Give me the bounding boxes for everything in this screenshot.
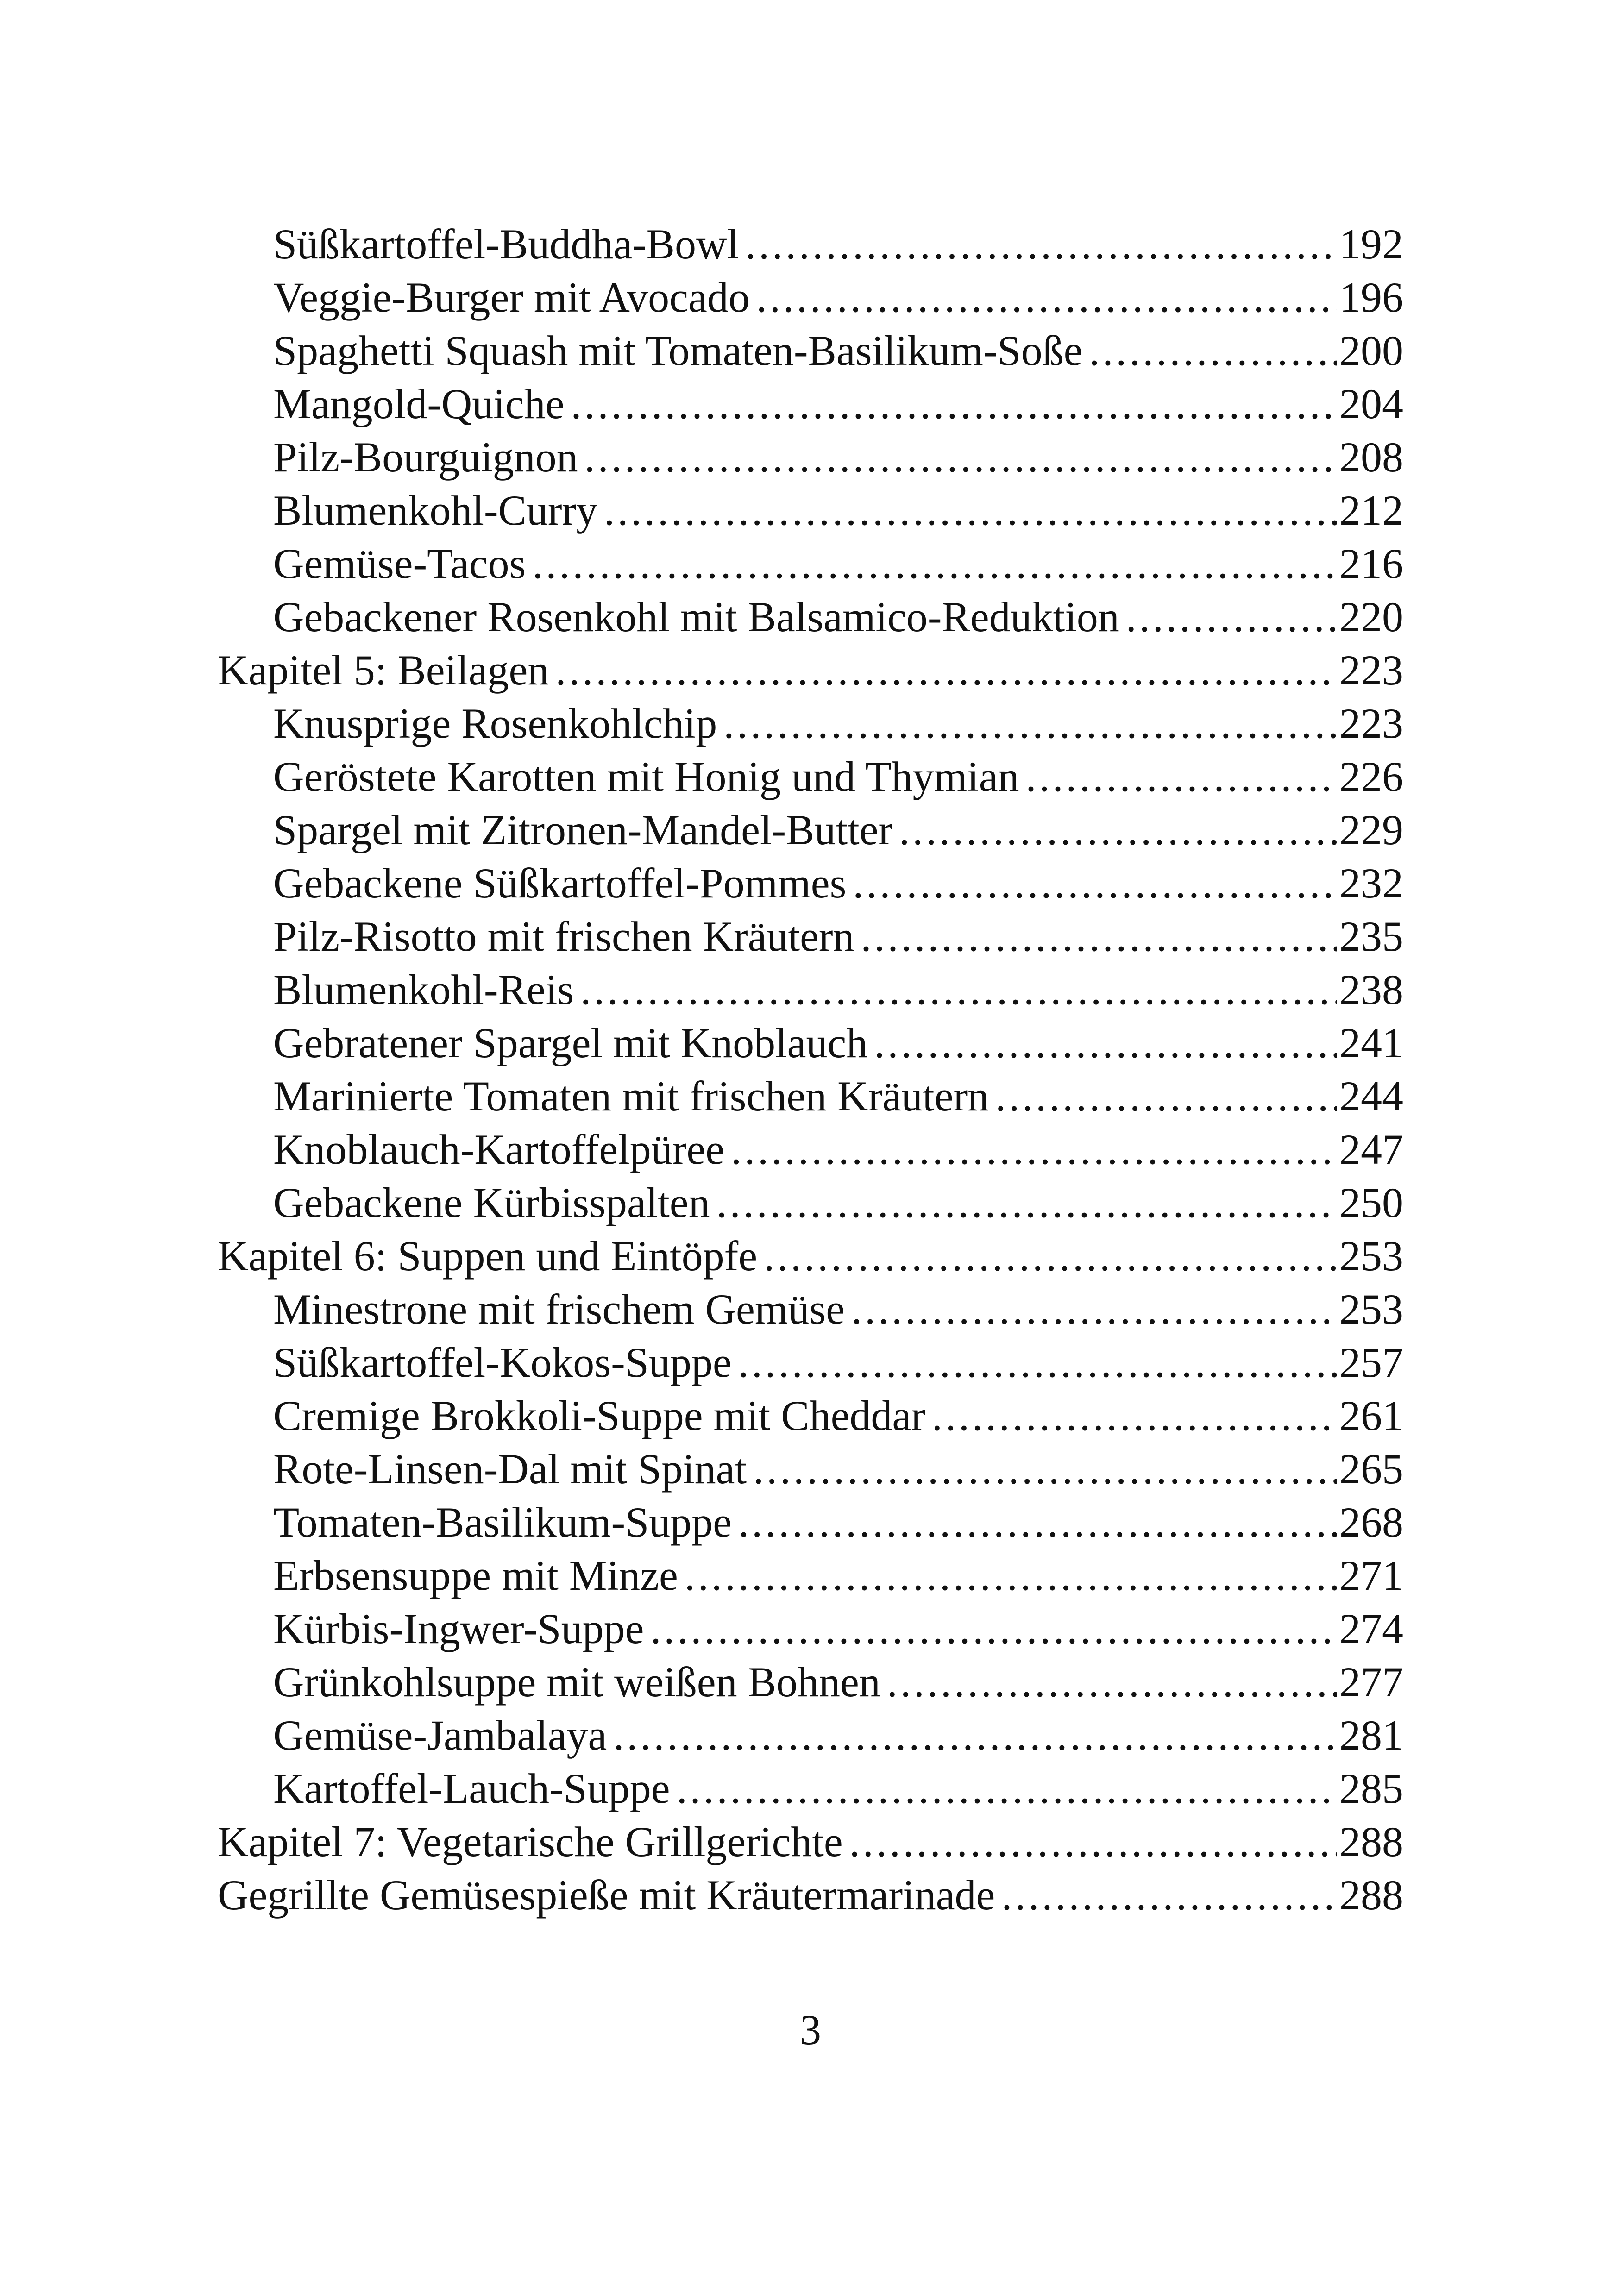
toc-entry[interactable] <box>218 1016 1403 1070</box>
toc-entry[interactable] <box>218 1602 1403 1656</box>
toc-entry-title: Kartoffel-Lauch-Suppe <box>273 1765 670 1812</box>
toc-entry[interactable] <box>218 1283 1403 1336</box>
toc-entry-page: 241 <box>1339 1019 1403 1066</box>
toc-dot-leader <box>571 377 1337 431</box>
toc-entry-page: 288 <box>1339 1871 1403 1919</box>
toc-entry-title: Spargel mit Zitronen-Mandel-Butter <box>273 806 893 853</box>
toc-entry-title: Minestrone mit frischem Gemüse <box>273 1286 845 1333</box>
toc-dot-leader <box>764 1230 1337 1283</box>
toc-entry-title: Geröstete Karotten mit Honig und Thymian <box>273 753 1019 800</box>
toc-dot-leader <box>731 1123 1337 1176</box>
toc-entry[interactable] <box>218 218 1403 271</box>
toc-dot-leader <box>851 1283 1337 1336</box>
toc-dot-leader <box>899 803 1337 857</box>
toc-entry-title: Gebackener Rosenkohl mit Balsamico-Reduktion <box>273 593 1119 640</box>
toc-dot-leader <box>650 1602 1337 1656</box>
toc-dot-leader <box>685 1549 1337 1602</box>
toc-entry[interactable] <box>218 1549 1403 1602</box>
toc-entry-page: 223 <box>1339 646 1403 694</box>
toc-entry-title: Mangold-Quiche <box>273 380 565 427</box>
toc-entry-title: Kapitel 6: Suppen und Eintöpfe <box>218 1232 758 1280</box>
toc-entry-page: 192 <box>1339 220 1403 268</box>
toc-entry[interactable] <box>218 803 1403 857</box>
toc-dot-leader <box>849 1815 1337 1869</box>
toc-entry[interactable] <box>218 1762 1403 1815</box>
toc-entry-page: 196 <box>1339 274 1403 321</box>
toc-dot-leader <box>1026 750 1337 803</box>
toc-dot-leader <box>932 1389 1337 1443</box>
toc-entry[interactable] <box>218 1176 1403 1230</box>
toc-entry[interactable] <box>218 484 1403 537</box>
toc-entry-page: 247 <box>1339 1126 1403 1173</box>
toc-entry[interactable] <box>218 697 1403 750</box>
toc-entry-title: Spaghetti Squash mit Tomaten-Basilikum-Soße <box>273 327 1083 374</box>
toc-entry-page: 229 <box>1339 806 1403 853</box>
toc-entry-page: 232 <box>1339 859 1403 907</box>
toc-entry-title: Knusprige Rosenkohlchip <box>273 700 717 747</box>
toc-entry-page: 212 <box>1339 487 1403 534</box>
toc-entry-title: Süßkartoffel-Buddha-Bowl <box>273 220 739 268</box>
toc-dot-leader <box>580 963 1337 1016</box>
toc-dot-leader <box>555 644 1337 697</box>
toc-entry-page: 200 <box>1339 327 1403 374</box>
page-number: 3 <box>800 2006 821 2053</box>
toc-entry-title: Kürbis-Ingwer-Suppe <box>273 1605 644 1652</box>
toc-entry-title: Blumenkohl-Reis <box>273 966 574 1013</box>
toc-entry[interactable] <box>218 910 1403 963</box>
toc-dot-leader <box>738 1336 1337 1389</box>
toc-entry-title: Rote-Linsen-Dal mit Spinat <box>273 1445 747 1493</box>
toc-dot-leader <box>723 697 1337 750</box>
toc-entry-page: 268 <box>1339 1499 1403 1546</box>
toc-entry-page: 281 <box>1339 1712 1403 1759</box>
toc-entry-page: 250 <box>1339 1179 1403 1226</box>
toc-chapter-entry[interactable] <box>218 1869 1403 1922</box>
toc-dot-leader <box>887 1656 1337 1709</box>
toc-dot-leader <box>995 1070 1337 1123</box>
toc-entry-title: Kapitel 7: Vegetarische Grillgerichte <box>218 1818 843 1865</box>
toc-entry-title: Cremige Brokkoli-Suppe mit Cheddar <box>273 1392 925 1439</box>
toc-entry[interactable] <box>218 1656 1403 1709</box>
toc-dot-leader <box>753 1443 1337 1496</box>
toc-entry-title: Gebackene Süßkartoffel-Pommes <box>273 859 847 907</box>
toc-entry-title: Gemüse-Jambalaya <box>273 1712 607 1759</box>
toc-entry-page: 208 <box>1339 433 1403 481</box>
toc-entry-title: Pilz-Bourguignon <box>273 433 578 481</box>
toc-entry[interactable] <box>218 271 1403 324</box>
toc-entry[interactable] <box>218 1389 1403 1443</box>
toc-entry-page: 288 <box>1339 1818 1403 1865</box>
toc-entry-page: 265 <box>1339 1445 1403 1493</box>
toc-entry-page: 238 <box>1339 966 1403 1013</box>
toc-entry-title: Kapitel 5: Beilagen <box>218 646 549 694</box>
toc-entry-title: Erbsensuppe mit Minze <box>273 1552 678 1599</box>
toc-entry-page: 277 <box>1339 1658 1403 1706</box>
toc-entry-page: 223 <box>1339 700 1403 747</box>
toc-entry-page: 253 <box>1339 1286 1403 1333</box>
toc-entry-page: 204 <box>1339 380 1403 427</box>
toc-dot-leader <box>756 271 1337 324</box>
toc-dot-leader <box>604 484 1337 537</box>
toc-entry-title: Gegrillte Gemüsespieße mit Kräutermarinade <box>218 1871 995 1919</box>
toc-entry-title: Gemüse-Tacos <box>273 540 526 587</box>
toc-entry-page: 226 <box>1339 753 1403 800</box>
toc-entry-page: 253 <box>1339 1232 1403 1280</box>
toc-dot-leader <box>1089 324 1337 377</box>
toc-dot-leader <box>584 431 1337 484</box>
toc-entry[interactable] <box>218 1709 1403 1762</box>
toc-entry[interactable] <box>218 324 1403 377</box>
toc-dot-leader <box>677 1762 1337 1815</box>
toc-dot-leader <box>738 1496 1337 1549</box>
toc-dot-leader <box>853 857 1337 910</box>
toc-entry-page: 261 <box>1339 1392 1403 1439</box>
toc-entry-page: 285 <box>1339 1765 1403 1812</box>
toc-entry-title: Pilz-Risotto mit frischen Kräutern <box>273 913 854 960</box>
toc-entry[interactable] <box>218 1070 1403 1123</box>
toc-dot-leader <box>861 910 1337 963</box>
toc-entry[interactable] <box>218 590 1403 644</box>
toc-entry-page: 244 <box>1339 1073 1403 1120</box>
toc-entry[interactable] <box>218 1336 1403 1389</box>
toc-chapter-entry[interactable] <box>218 1815 1403 1869</box>
toc-dot-leader <box>874 1016 1337 1070</box>
toc-entry[interactable] <box>218 377 1403 431</box>
toc-entry-page: 220 <box>1339 593 1403 640</box>
toc-dot-leader <box>745 218 1337 271</box>
toc-dot-leader <box>1126 590 1337 644</box>
toc-entry-page: 235 <box>1339 913 1403 960</box>
toc-entry[interactable] <box>218 1123 1403 1176</box>
toc-chapter-entry[interactable] <box>218 1230 1403 1283</box>
toc-entry[interactable] <box>218 537 1403 590</box>
toc-chapter-entry[interactable] <box>218 644 1403 697</box>
toc-entry[interactable] <box>218 1496 1403 1549</box>
toc-entry-title: Blumenkohl-Curry <box>273 487 598 534</box>
toc-entry-title: Tomaten-Basilikum-Suppe <box>273 1499 732 1546</box>
toc-entry-page: 274 <box>1339 1605 1403 1652</box>
toc-dot-leader <box>1001 1869 1337 1922</box>
toc-entry-page: 257 <box>1339 1339 1403 1386</box>
toc-entry[interactable] <box>218 1443 1403 1496</box>
toc-entry-title: Veggie-Burger mit Avocado <box>273 274 750 321</box>
toc-entry-title: Gebratener Spargel mit Knoblauch <box>273 1019 868 1066</box>
toc-dot-leader <box>716 1176 1337 1230</box>
toc-dot-leader <box>613 1709 1337 1762</box>
toc-entry-title: Grünkohlsuppe mit weißen Bohnen <box>273 1658 880 1706</box>
toc-entry[interactable] <box>218 857 1403 910</box>
toc-entry-page: 271 <box>1339 1552 1403 1599</box>
toc-entry-title: Knoblauch-Kartoffelpüree <box>273 1126 725 1173</box>
table-of-contents <box>218 218 1403 1922</box>
toc-entry-title: Süßkartoffel-Kokos-Suppe <box>273 1339 732 1386</box>
toc-entry[interactable] <box>218 963 1403 1016</box>
toc-entry-title: Gebackene Kürbisspalten <box>273 1179 710 1226</box>
toc-entry[interactable] <box>218 750 1403 803</box>
toc-entry-page: 216 <box>1339 540 1403 587</box>
toc-entry[interactable] <box>218 431 1403 484</box>
toc-dot-leader <box>532 537 1337 590</box>
toc-entry-title: Marinierte Tomaten mit frischen Kräutern <box>273 1073 989 1120</box>
